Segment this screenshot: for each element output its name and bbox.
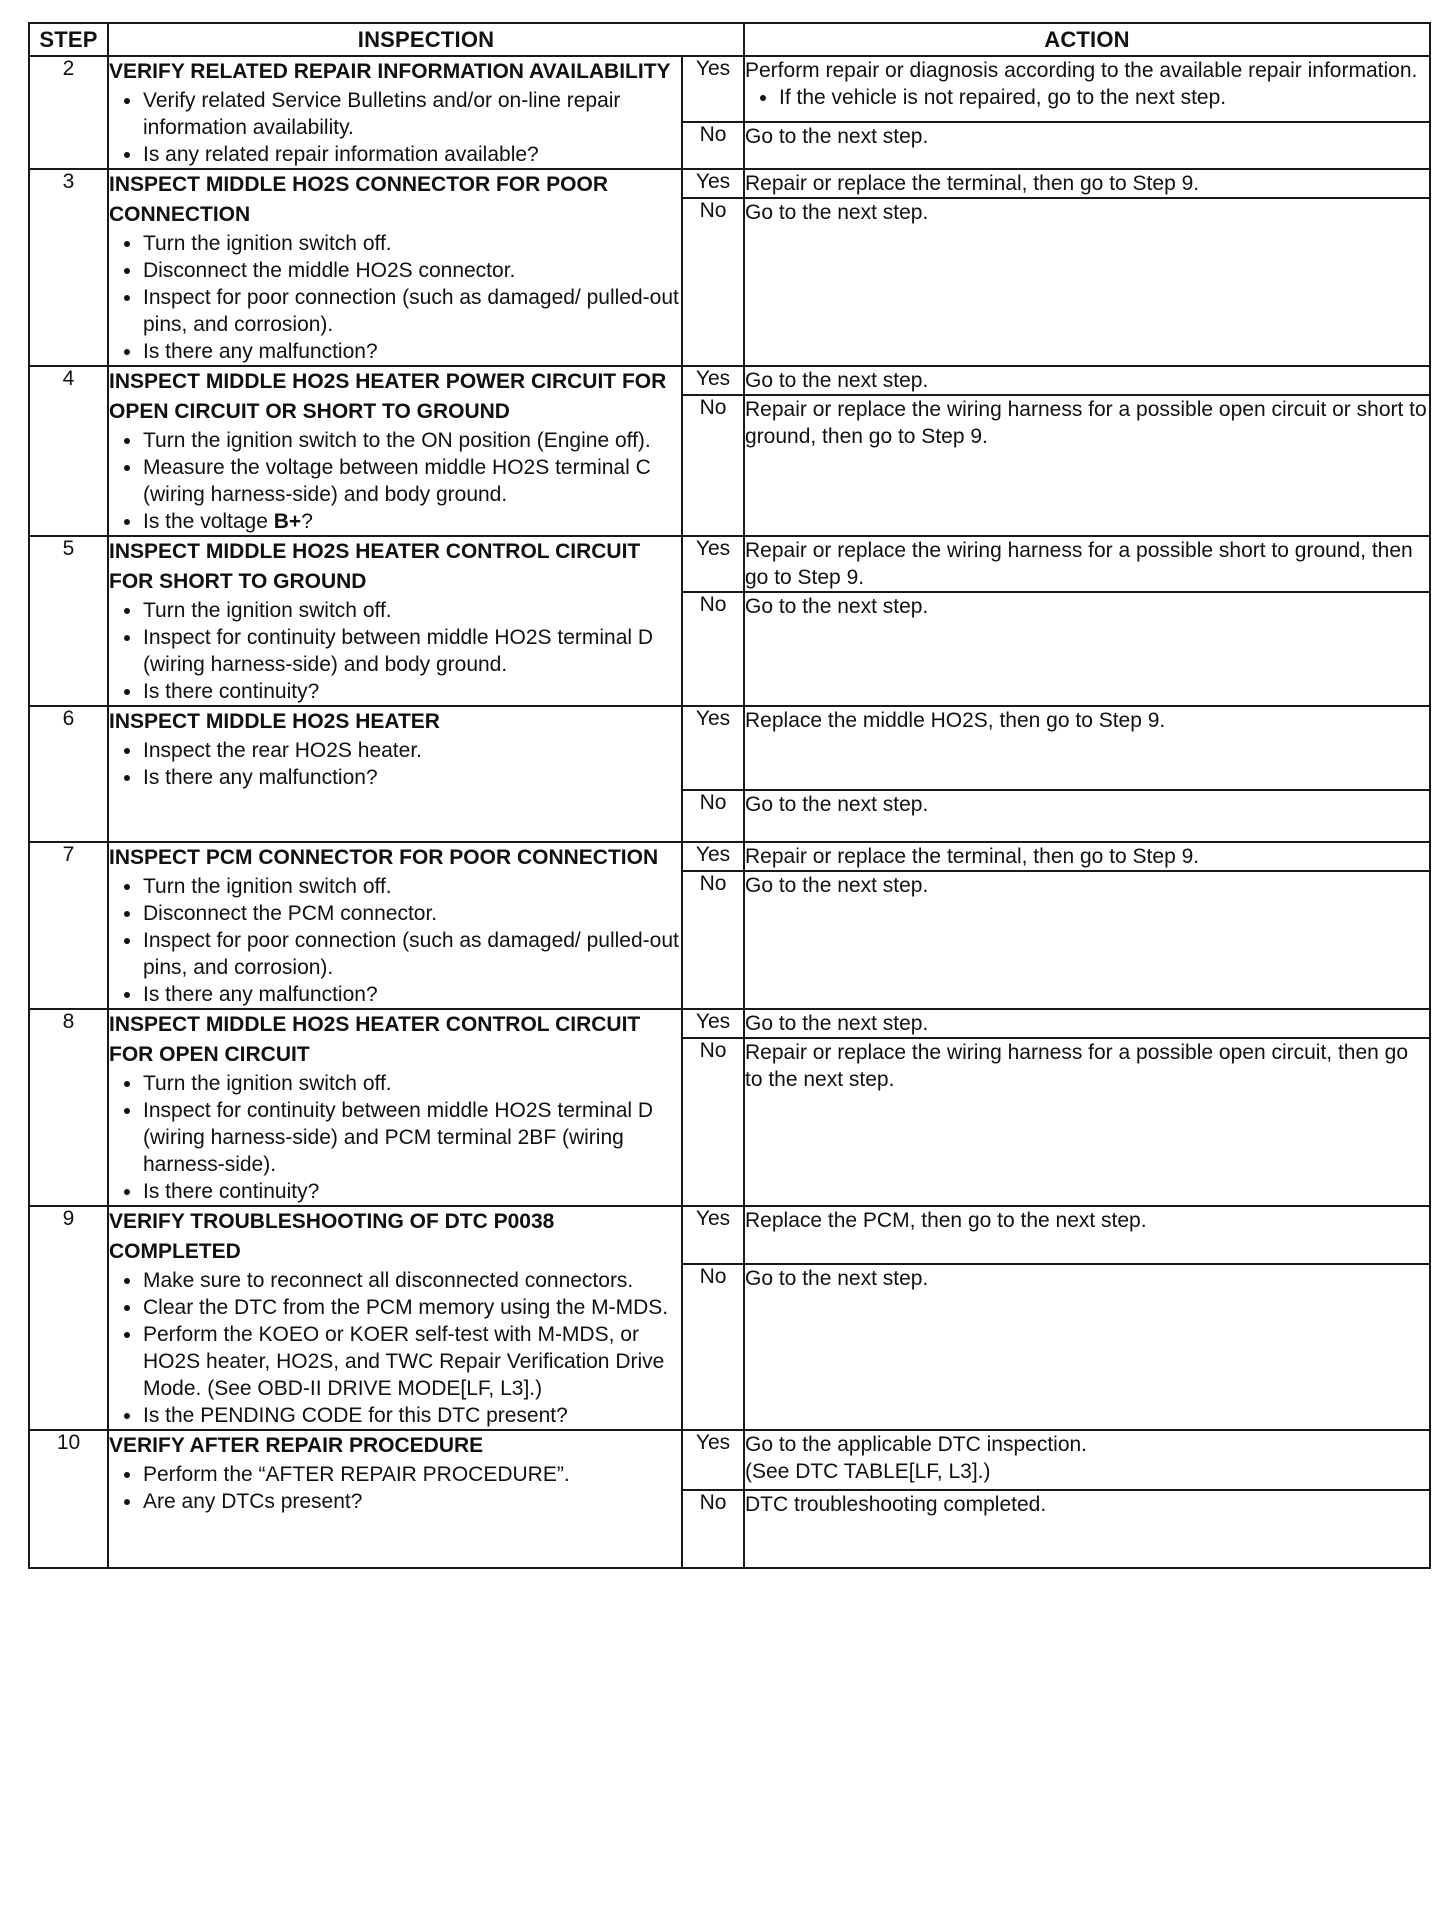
no-label: No [682,1038,744,1206]
action-text-reference: (See DTC TABLE[LF, L3].) [745,1460,991,1483]
inspection-items [109,230,681,365]
no-label: No [682,871,744,1009]
no-action: Go to the next step. [744,592,1430,706]
step-number: 5 [29,536,108,706]
table-row [29,169,1430,198]
yes-action: Go to the next step. [744,1009,1430,1038]
list-item: • Measure the voltage between middle HO2S terminal C (wiring harness-side) and body ground. [143,454,681,508]
item-text: Is the voltage [143,510,274,533]
list-item: • Is there any malfunction? [143,764,681,791]
inspection-items [109,87,681,168]
list-item: • Perform the KOEO or KOER self-test with M-MDS, or HO2S heater, HO2S, and TWC Repair Verification Drive Mode. (See OBD-II DRIVE MODE[LF, L3].) [143,1321,681,1402]
step-number: 8 [29,1009,108,1206]
yes-label: Yes [682,1009,744,1038]
inspection-items [109,427,681,535]
inspection-cell [108,842,682,1009]
table-row [29,706,1430,790]
action-text: Perform repair or diagnosis according to the available repair information. [745,59,1418,82]
yes-label: Yes [682,706,744,790]
item-bold-value: B+ [273,510,302,533]
yes-action: Repair or replace the terminal, then go to Step 9. [744,842,1430,871]
action-text: Go to the applicable DTC inspection. [745,1433,1088,1456]
action-column-header: ACTION [744,23,1430,56]
yes-action: Go to the next step. [744,366,1430,395]
list-item: • If the vehicle is not repaired, go to the next step. [779,84,1429,111]
step-number: 10 [29,1430,108,1568]
step-number: 9 [29,1206,108,1430]
list-item: • Inspect the rear HO2S heater. [143,737,681,764]
list-item: • Inspect for poor connection (such as damaged/ pulled-out pins, and corrosion). [143,284,681,338]
list-item: • Is there continuity? [143,1178,681,1205]
list-item: • Inspect for poor connection (such as damaged/ pulled-out pins, and corrosion). [143,927,681,981]
no-label: No [682,592,744,706]
table-row [29,1206,1430,1264]
list-item: • Turn the ignition switch off. [143,597,681,624]
list-item: • Perform the “AFTER REPAIR PROCEDURE”. [143,1461,681,1488]
table-row [29,366,1430,395]
list-item: • Make sure to reconnect all disconnected connectors. [143,1267,681,1294]
list-item: • Clear the DTC from the PCM memory using the M-MDS. [143,1294,681,1321]
list-item [143,508,681,535]
table-header-row [29,23,1430,56]
no-action: Repair or replace the wiring harness for a possible open circuit or short to ground, then go to Step 9. [744,395,1430,536]
no-label: No [682,122,744,169]
no-action: Go to the next step. [744,198,1430,366]
list-item: • Is there any malfunction? [143,981,681,1008]
yes-action: Repair or replace the terminal, then go to Step 9. [744,169,1430,198]
inspection-items [109,597,681,705]
step-number: 6 [29,706,108,842]
table-row [29,1009,1430,1038]
inspection-cell [108,1430,682,1568]
inspection-items [109,1461,681,1515]
table-row [29,536,1430,592]
inspection-title: VERIFY TROUBLESHOOTING OF DTC P0038 COMPLETED [109,1210,555,1263]
list-item: • Inspect for continuity between middle HO2S terminal D (wiring harness-side) and body ground. [143,624,681,678]
list-item: • Are any DTCs present? [143,1488,681,1515]
inspection-cell [108,366,682,536]
no-action: Go to the next step. [744,790,1430,842]
table-row [29,842,1430,871]
step-number: 2 [29,56,108,169]
yes-action [744,56,1430,122]
step-column-header: STEP [29,23,108,56]
yes-action [744,1430,1430,1490]
no-action: Repair or replace the wiring harness for a possible open circuit, then go to the next step. [744,1038,1430,1206]
table-row [29,56,1430,122]
table-row [29,1430,1430,1490]
no-action: DTC troubleshooting completed. [744,1490,1430,1568]
yes-action: Replace the PCM, then go to the next step. [744,1206,1430,1264]
inspection-cell [108,56,682,169]
yes-label: Yes [682,842,744,871]
yes-action: Replace the middle HO2S, then go to Step 9. [744,706,1430,790]
list-item: • Turn the ignition switch off. [143,1070,681,1097]
list-item: • Inspect for continuity between middle HO2S terminal D (wiring harness-side) and PCM terminal 2BF (wiring harness-side). [143,1097,681,1178]
step-number: 3 [29,169,108,366]
inspection-title: INSPECT MIDDLE HO2S HEATER CONTROL CIRCUIT FOR OPEN CIRCUIT [109,1013,641,1066]
no-action: Go to the next step. [744,1264,1430,1430]
no-label: No [682,790,744,842]
list-item: • Is the PENDING CODE for this DTC present? [143,1402,681,1429]
inspection-title: VERIFY AFTER REPAIR PROCEDURE [109,1434,484,1457]
inspection-cell [108,1206,682,1430]
list-item: • Verify related Service Bulletins and/or on-line repair information availability. [143,87,681,141]
yes-label: Yes [682,1206,744,1264]
yes-label: Yes [682,1430,744,1490]
inspection-cell [108,1009,682,1206]
diagnostic-table [28,22,1431,1569]
inspection-items [109,1070,681,1205]
item-text: ? [301,510,313,533]
inspection-cell [108,169,682,366]
list-item: • Is any related repair information available? [143,141,681,168]
no-action: Go to the next step. [744,122,1430,169]
inspection-title: VERIFY RELATED REPAIR INFORMATION AVAILABILITY [109,60,671,83]
no-label: No [682,1490,744,1568]
inspection-items [109,737,681,791]
inspection-column-header: INSPECTION [108,23,744,56]
inspection-title: INSPECT MIDDLE HO2S HEATER [109,710,440,733]
inspection-title: INSPECT MIDDLE HO2S CONNECTOR FOR POOR CONNECTION [109,173,608,226]
list-item: • Turn the ignition switch off. [143,873,681,900]
list-item: • Is there continuity? [143,678,681,705]
list-item: • Turn the ignition switch off. [143,230,681,257]
inspection-items [109,873,681,1008]
yes-action: Repair or replace the wiring harness for a possible short to ground, then go to Step 9. [744,536,1430,592]
yes-label: Yes [682,169,744,198]
inspection-title: INSPECT MIDDLE HO2S HEATER CONTROL CIRCUIT FOR SHORT TO GROUND [109,540,641,593]
list-item: • Turn the ignition switch to the ON position (Engine off). [143,427,681,454]
step-number: 7 [29,842,108,1009]
no-label: No [682,198,744,366]
action-subitems [745,84,1429,111]
inspection-title: INSPECT MIDDLE HO2S HEATER POWER CIRCUIT FOR OPEN CIRCUIT OR SHORT TO GROUND [109,370,667,423]
yes-label: Yes [682,56,744,122]
no-action: Go to the next step. [744,871,1430,1009]
yes-label: Yes [682,536,744,592]
diagnostic-procedure-sheet [28,22,1429,1569]
inspection-title: INSPECT PCM CONNECTOR FOR POOR CONNECTION [109,846,659,869]
inspection-items [109,1267,681,1429]
list-item: • Disconnect the PCM connector. [143,900,681,927]
inspection-cell [108,536,682,706]
step-number: 4 [29,366,108,536]
yes-label: Yes [682,366,744,395]
list-item: • Is there any malfunction? [143,338,681,365]
no-label: No [682,1264,744,1430]
list-item: • Disconnect the middle HO2S connector. [143,257,681,284]
inspection-cell [108,706,682,842]
no-label: No [682,395,744,536]
